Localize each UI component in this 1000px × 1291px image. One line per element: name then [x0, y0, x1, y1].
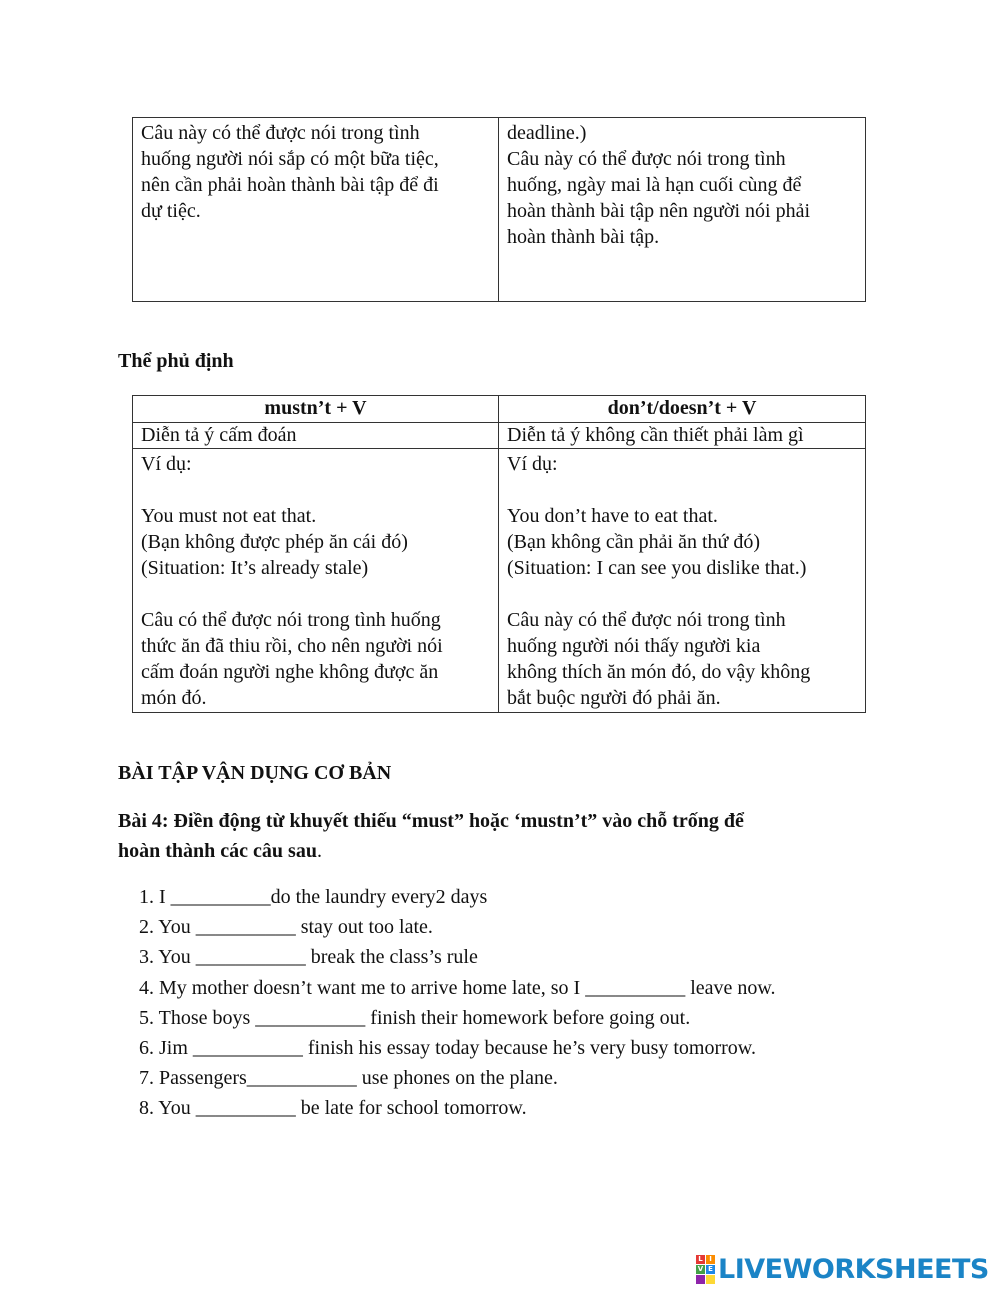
list-item: [118, 1003, 776, 1033]
item-number: 4.: [139, 976, 154, 999]
header-dont-doesnt: don’t/doesn’t + V: [499, 396, 866, 423]
exercise-title-end: .: [316, 840, 322, 862]
item-number: 6.: [139, 1037, 154, 1060]
logo-blocks-icon: [696, 1255, 715, 1284]
logo-block: [696, 1275, 705, 1284]
exercise-title-line-1: Bài 4: Điền động từ khuyết thiếu “must” hoặc ‘mustn’t” vào chỗ trống để: [118, 810, 744, 832]
logo-text: LIVEWORKSHEETS: [718, 1253, 989, 1285]
top-table-right-cell: deadline.) Câu này có thể được nói trong tình huống, ngày mai là hạn cuối cùng để hoàn thành bài tập nên người nói phải hoàn thành bài tập.: [499, 118, 866, 302]
list-item: [118, 942, 776, 972]
negative-form-table: [132, 395, 866, 713]
list-item: [118, 882, 776, 912]
top-table: [132, 117, 866, 302]
logo-block: I: [706, 1255, 715, 1264]
logo-block: V: [697, 1264, 704, 1273]
item-number: 8.: [139, 1097, 154, 1120]
item-number: 2.: [139, 916, 154, 939]
list-item: [118, 1063, 776, 1093]
header-mustnt: mustn’t + V: [133, 396, 499, 423]
list-item: [118, 1033, 776, 1063]
item-number: 1.: [139, 886, 154, 908]
item-number: 7.: [139, 1067, 154, 1090]
list-item: [118, 973, 776, 1003]
item-text: You __________ be late for school tomorrow.: [158, 1097, 527, 1120]
top-table-left-cell: Câu này có thể được nói trong tình huống người nói sắp có một bữa tiệc, nên cần phải hoàn thành bài tập để đi dự tiệc.: [133, 118, 499, 302]
item-text: You ___________ break the class’s rule: [158, 946, 478, 969]
exercise-title: [118, 806, 744, 866]
exercise-list: [118, 882, 776, 1124]
example-mustnt: Ví dụ: You must not eat that. (Bạn không được phép ăn cái đó) (Situation: It’s already stale) Câu có thể được nói trong tình huống thức ăn đã thiu rồi, cho nên người nói cấm đoán người nghe không được ăn món đó.: [133, 449, 499, 713]
example-dont-doesnt: Ví dụ: You don’t have to eat that. (Bạn không cần phải ăn thứ đó) (Situation: I can see you dislike that.) Câu này có thể được nói trong tình huống người nói thấy người kia không thích ăn món đó, do vậy không bắt buộc người đó phải ăn.: [499, 449, 866, 713]
item-text: My mother doesn’t want me to arrive home late, so I __________ leave now.: [159, 976, 776, 999]
item-number: 3.: [139, 946, 154, 969]
list-item: [118, 1093, 776, 1123]
meaning-dont-doesnt: Diễn tả ý không cần thiết phải làm gì: [499, 423, 866, 449]
negative-form-heading: Thể phủ định: [118, 350, 234, 372]
item-text: Passengers___________ use phones on the plane.: [159, 1067, 558, 1090]
item-text: You __________ stay out too late.: [158, 916, 433, 939]
exercise-title-line-2: hoàn thành các câu sau: [118, 840, 317, 862]
item-text: Those boys ___________ finish their homework before going out.: [158, 1006, 691, 1029]
logo-block: E: [706, 1265, 715, 1274]
meaning-mustnt: Diễn tả ý cấm đoán: [133, 423, 499, 449]
item-text: Jim ___________ finish his essay today because he’s very busy tomorrow.: [159, 1037, 756, 1060]
logo-block: L: [696, 1255, 705, 1264]
item-number: 5.: [139, 1006, 154, 1029]
section-heading: BÀI TẬP VẬN DỤNG CƠ BẢN: [118, 762, 392, 784]
item-text: I __________do the laundry every2 days: [159, 886, 488, 908]
logo-block: [706, 1275, 715, 1284]
list-item: [118, 912, 776, 942]
liveworksheets-logo[interactable]: [696, 1254, 989, 1284]
